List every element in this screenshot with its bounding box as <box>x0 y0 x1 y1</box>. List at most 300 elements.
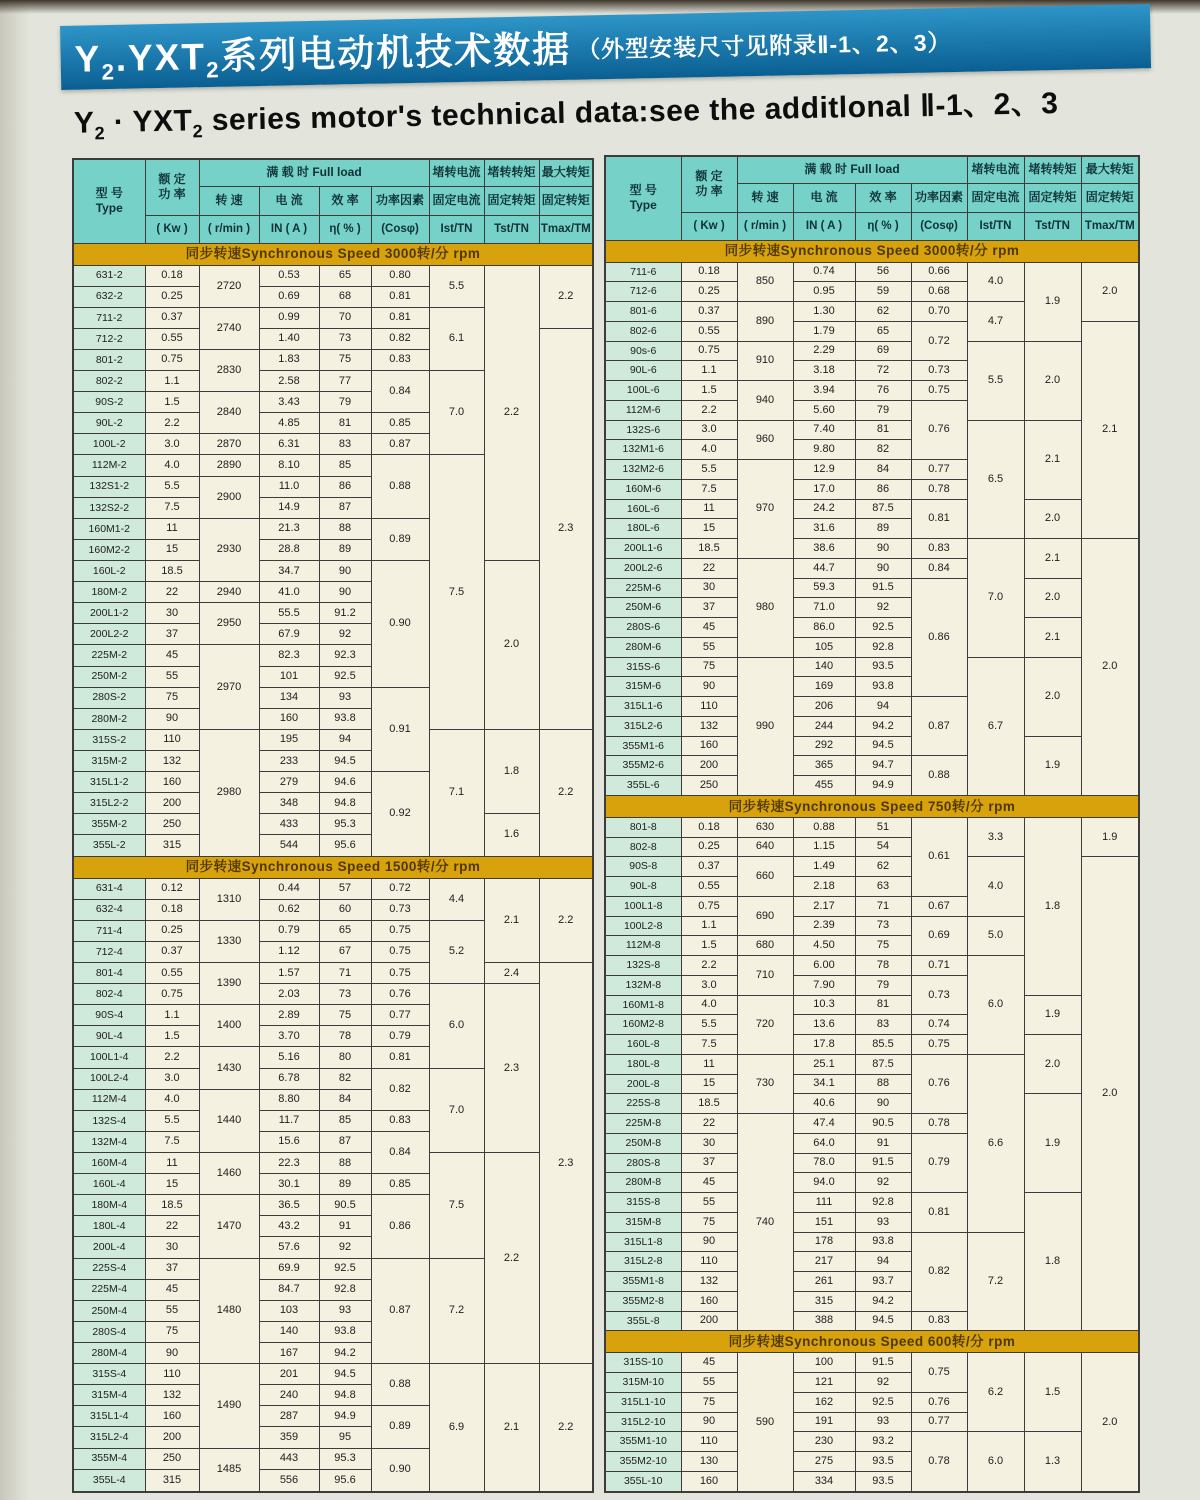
value-cell: 0.75 <box>371 941 429 962</box>
model-cell: 160L-4 <box>73 1174 145 1195</box>
model-cell: 100L1-8 <box>605 896 681 916</box>
value-cell: 101 <box>259 666 319 687</box>
value-cell: 45 <box>681 618 737 638</box>
value-cell: 0.55 <box>681 321 737 341</box>
value-cell: 0.87 <box>371 1258 429 1364</box>
value-cell: 3.18 <box>793 361 855 381</box>
value-cell: 0.53 <box>259 265 319 286</box>
value-cell: 76 <box>855 381 911 401</box>
value-cell: 6.0 <box>429 984 484 1068</box>
value-cell: 217 <box>793 1252 855 1272</box>
value-cell: 5.5 <box>681 460 737 480</box>
value-cell: 315 <box>145 835 199 856</box>
value-cell: 4.7 <box>967 302 1024 342</box>
col-unit: Tst/TN <box>484 215 539 243</box>
value-cell: 0.83 <box>911 539 967 559</box>
value-cell: 160 <box>681 1291 737 1311</box>
value-cell: 81 <box>855 995 911 1015</box>
model-cell: 315L2-8 <box>605 1252 681 1272</box>
value-cell: 4.0 <box>967 857 1024 916</box>
value-cell: 69.9 <box>259 1258 319 1279</box>
value-cell: 160 <box>145 772 199 793</box>
model-cell: 100L2-4 <box>73 1068 145 1089</box>
value-cell: 94.0 <box>793 1173 855 1193</box>
value-cell: 4.50 <box>793 936 855 956</box>
value-cell: 160 <box>681 1471 737 1492</box>
value-cell: 132 <box>681 716 737 736</box>
value-cell: 240 <box>259 1385 319 1406</box>
value-cell: 2.2 <box>145 1047 199 1068</box>
value-cell: 0.37 <box>681 857 737 877</box>
value-cell: 0.71 <box>911 956 967 976</box>
value-cell: 2.0 <box>1081 1353 1139 1492</box>
value-cell: 92.5 <box>855 618 911 638</box>
value-cell: 1400 <box>199 1005 259 1047</box>
value-cell: 94.9 <box>855 776 911 796</box>
value-cell: 36.5 <box>259 1195 319 1216</box>
value-cell: 11 <box>681 1054 737 1074</box>
model-cell: 90S-4 <box>73 1005 145 1026</box>
value-cell: 45 <box>145 1279 199 1300</box>
value-cell: 22 <box>681 1114 737 1134</box>
model-cell: 200L-4 <box>73 1237 145 1258</box>
value-cell: 110 <box>681 697 737 717</box>
value-cell: 1.9 <box>1024 1094 1081 1193</box>
value-cell: 233 <box>259 751 319 772</box>
table-row <box>73 561 593 582</box>
value-cell: 60 <box>319 899 371 920</box>
model-cell: 802-6 <box>605 321 681 341</box>
value-cell: 2.1 <box>1024 539 1081 579</box>
value-cell: 1.8 <box>1024 817 1081 995</box>
value-cell: 890 <box>737 302 793 342</box>
value-cell: 56 <box>855 262 911 282</box>
table-row <box>73 729 593 750</box>
value-cell: 89 <box>319 1174 371 1195</box>
value-cell: 160 <box>681 736 737 756</box>
value-cell: 75 <box>145 687 199 708</box>
value-cell: 2.29 <box>793 341 855 361</box>
value-cell: 24.2 <box>793 499 855 519</box>
value-cell: 0.76 <box>911 400 967 459</box>
value-cell: 1430 <box>199 1047 259 1089</box>
value-cell: 2.1 <box>484 878 539 962</box>
value-cell: 690 <box>737 896 793 936</box>
value-cell: 0.62 <box>259 899 319 920</box>
value-cell: 93.8 <box>319 708 371 729</box>
value-cell: 37 <box>681 598 737 618</box>
value-cell: 2900 <box>199 476 259 518</box>
value-cell: 5.5 <box>681 1015 737 1035</box>
col-header-full-load: 满 载 时 Full load <box>199 159 429 186</box>
table-row <box>605 262 1139 282</box>
value-cell: 0.18 <box>145 899 199 920</box>
model-cell: 802-4 <box>73 984 145 1005</box>
value-cell: 80 <box>319 1047 371 1068</box>
value-cell: 95.6 <box>319 835 371 856</box>
value-cell: 3.3 <box>967 817 1024 857</box>
model-cell: 225M-2 <box>73 645 145 666</box>
value-cell: 90 <box>855 1094 911 1114</box>
model-cell: 280S-8 <box>605 1153 681 1173</box>
value-cell: 1.5 <box>1024 1353 1081 1432</box>
value-cell: 2.2 <box>484 1152 539 1363</box>
value-cell: 7.5 <box>145 1131 199 1152</box>
value-cell: 30.1 <box>259 1174 319 1195</box>
value-cell: 93 <box>855 1212 911 1232</box>
value-cell: 0.78 <box>911 1114 967 1134</box>
model-cell: 315S-4 <box>73 1364 145 1385</box>
table-row <box>73 878 593 899</box>
value-cell: 6.6 <box>967 1054 1024 1232</box>
value-cell: 8.80 <box>259 1089 319 1110</box>
value-cell: 315 <box>145 1469 199 1492</box>
col-subheader: 固定转矩 <box>1024 183 1081 212</box>
col-header-rated-power: 额 定 功 率 <box>681 156 737 212</box>
value-cell: 3.94 <box>793 381 855 401</box>
value-cell: 195 <box>259 729 319 750</box>
value-cell: 7.0 <box>429 1068 484 1152</box>
value-cell: 7.5 <box>145 497 199 518</box>
value-cell: 111 <box>793 1193 855 1213</box>
model-cell: 250M-2 <box>73 666 145 687</box>
value-cell: 0.68 <box>911 282 967 302</box>
model-cell: 200L1-2 <box>73 603 145 624</box>
value-cell: 6.1 <box>429 307 484 370</box>
value-cell: 90 <box>681 1412 737 1432</box>
table-row <box>73 265 593 286</box>
value-cell: 57 <box>319 878 371 899</box>
value-cell: 30 <box>145 603 199 624</box>
value-cell: 1.5 <box>681 381 737 401</box>
value-cell: 2.1 <box>1024 420 1081 499</box>
value-cell: 79 <box>319 392 371 413</box>
value-cell: 40.6 <box>793 1094 855 1114</box>
value-cell: 0.18 <box>681 262 737 282</box>
title-banner <box>60 4 1151 90</box>
col-unit: ( Kw ) <box>681 212 737 240</box>
value-cell: 0.73 <box>911 361 967 381</box>
value-cell: 680 <box>737 936 793 956</box>
model-cell: 200L-8 <box>605 1074 681 1094</box>
model-cell: 225M-8 <box>605 1114 681 1134</box>
value-cell: 94.5 <box>855 1311 911 1331</box>
section-header: 同步转速Synchronous Speed 1500转/分 rpm <box>73 856 593 878</box>
value-cell: 2.2 <box>539 265 593 328</box>
value-cell: 18.5 <box>681 539 737 559</box>
value-cell: 2.2 <box>539 729 593 856</box>
value-cell: 1485 <box>199 1448 259 1492</box>
model-cell: 200L2-6 <box>605 558 681 578</box>
value-cell: 93.5 <box>855 1452 911 1472</box>
col-subheader: 功率因素 <box>371 186 429 215</box>
value-cell: 2.2 <box>539 878 593 962</box>
value-cell: 0.82 <box>371 328 429 349</box>
value-cell: 93.5 <box>855 657 911 677</box>
value-cell: 92 <box>319 624 371 645</box>
value-cell: 87 <box>319 497 371 518</box>
value-cell: 315 <box>793 1291 855 1311</box>
col-header-ratio: 堵转转矩 <box>1024 156 1081 183</box>
value-cell: 90.5 <box>319 1195 371 1216</box>
value-cell: 17.0 <box>793 479 855 499</box>
col-subheader: 固定电流 <box>967 183 1024 212</box>
value-cell: 244 <box>793 716 855 736</box>
value-cell: 83 <box>855 1015 911 1035</box>
value-cell: 110 <box>681 1252 737 1272</box>
value-cell: 1.40 <box>259 328 319 349</box>
col-unit: Tmax/TM <box>1081 212 1139 240</box>
col-subheader: 转 速 <box>737 183 793 212</box>
value-cell: 2950 <box>199 603 259 645</box>
value-cell: 55 <box>681 637 737 657</box>
value-cell: 2.2 <box>681 400 737 420</box>
col-unit: η( % ) <box>855 212 911 240</box>
model-cell: 90S-2 <box>73 392 145 413</box>
value-cell: 2.1 <box>1081 321 1139 538</box>
value-cell: 0.75 <box>145 349 199 370</box>
value-cell: 0.61 <box>911 817 967 896</box>
value-cell: 0.76 <box>371 984 429 1005</box>
value-cell: 82 <box>855 440 911 460</box>
model-cell: 200L2-2 <box>73 624 145 645</box>
value-cell: 1.12 <box>259 941 319 962</box>
model-cell: 90S-8 <box>605 857 681 877</box>
value-cell: 201 <box>259 1364 319 1385</box>
value-cell: 200 <box>145 1427 199 1448</box>
value-cell: 0.75 <box>371 963 429 984</box>
model-cell: 355M2-10 <box>605 1452 681 1472</box>
value-cell: 0.77 <box>911 1412 967 1432</box>
model-cell: 632-4 <box>73 899 145 920</box>
value-cell: 292 <box>793 736 855 756</box>
model-cell: 225M-6 <box>605 578 681 598</box>
value-cell: 160 <box>145 1406 199 1427</box>
col-unit: Ist/TN <box>429 215 484 243</box>
value-cell: 81 <box>319 413 371 434</box>
value-cell: 169 <box>793 677 855 697</box>
value-cell: 0.85 <box>371 413 429 434</box>
value-cell: 65 <box>855 321 911 341</box>
value-cell: 0.72 <box>911 321 967 361</box>
value-cell: 0.25 <box>681 282 737 302</box>
table-row <box>73 814 593 835</box>
value-cell: 0.83 <box>371 1110 429 1131</box>
value-cell: 94.5 <box>855 736 911 756</box>
value-cell: 55 <box>681 1193 737 1213</box>
value-cell: 63 <box>855 877 911 897</box>
model-cell: 280S-4 <box>73 1321 145 1342</box>
model-cell: 90L-4 <box>73 1026 145 1047</box>
value-cell: 2.0 <box>1081 857 1139 1331</box>
model-cell: 355M2-8 <box>605 1291 681 1311</box>
value-cell: 0.74 <box>793 262 855 282</box>
value-cell: 0.92 <box>371 772 429 856</box>
model-cell: 90L-2 <box>73 413 145 434</box>
value-cell: 250 <box>681 776 737 796</box>
value-cell: 88 <box>319 1152 371 1173</box>
value-cell: 44.7 <box>793 558 855 578</box>
value-cell: 0.72 <box>371 878 429 899</box>
value-cell: 5.5 <box>145 1110 199 1131</box>
value-cell: 730 <box>737 1054 793 1113</box>
col-subheader: 电 流 <box>793 183 855 212</box>
table-row <box>605 1193 1139 1213</box>
value-cell: 82 <box>319 1068 371 1089</box>
value-cell: 5.5 <box>145 476 199 497</box>
value-cell: 6.00 <box>793 956 855 976</box>
value-cell: 0.90 <box>371 1448 429 1492</box>
value-cell: 81 <box>855 420 911 440</box>
value-cell: 7.5 <box>681 479 737 499</box>
value-cell: 85 <box>319 1110 371 1131</box>
model-cell: 112M-6 <box>605 400 681 420</box>
value-cell: 92.5 <box>855 1392 911 1412</box>
model-cell: 315M-8 <box>605 1212 681 1232</box>
value-cell: 1.9 <box>1024 262 1081 341</box>
value-cell: 94.6 <box>319 772 371 793</box>
model-cell: 132M-8 <box>605 975 681 995</box>
model-cell: 355M-2 <box>73 814 145 835</box>
value-cell: 6.0 <box>967 956 1024 1055</box>
value-cell: 45 <box>681 1353 737 1373</box>
value-cell: 0.91 <box>371 687 429 771</box>
value-cell: 134 <box>259 687 319 708</box>
value-cell: 0.69 <box>911 916 967 956</box>
value-cell: 75 <box>681 1392 737 1412</box>
model-cell: 225S-4 <box>73 1258 145 1279</box>
value-cell: 92.5 <box>319 666 371 687</box>
model-cell: 315M-6 <box>605 677 681 697</box>
value-cell: 1.8 <box>1024 1193 1081 1331</box>
model-cell: 315M-2 <box>73 751 145 772</box>
value-cell: 1.3 <box>1024 1432 1081 1492</box>
value-cell: 90.5 <box>855 1114 911 1134</box>
value-cell: 3.0 <box>145 434 199 455</box>
model-cell: 90L-8 <box>605 877 681 897</box>
col-header-ratio: 堵转电流 <box>967 156 1024 183</box>
value-cell: 2970 <box>199 645 259 729</box>
value-cell: 65 <box>319 920 371 941</box>
value-cell: 55 <box>145 666 199 687</box>
value-cell: 0.89 <box>371 518 429 560</box>
value-cell: 910 <box>737 341 793 381</box>
value-cell: 1470 <box>199 1195 259 1258</box>
value-cell: 2.0 <box>1024 1035 1081 1094</box>
table-row <box>605 1035 1139 1055</box>
value-cell: 0.25 <box>681 837 737 857</box>
value-cell: 71 <box>855 896 911 916</box>
value-cell: 7.0 <box>429 371 484 455</box>
value-cell: 25.1 <box>793 1054 855 1074</box>
model-cell: 355M1-6 <box>605 736 681 756</box>
value-cell: 22 <box>145 1216 199 1237</box>
value-cell: 92.8 <box>855 637 911 657</box>
value-cell: 93.8 <box>319 1321 371 1342</box>
value-cell: 38.6 <box>793 539 855 559</box>
model-cell: 280M-8 <box>605 1173 681 1193</box>
table-row <box>605 657 1139 677</box>
value-cell: 0.83 <box>911 1311 967 1331</box>
value-cell: 0.81 <box>911 499 967 539</box>
value-cell: 167 <box>259 1342 319 1363</box>
col-subheader: 效 率 <box>319 186 371 215</box>
model-cell: 355M2-6 <box>605 756 681 776</box>
value-cell: 71 <box>319 963 371 984</box>
value-cell: 90 <box>855 539 911 559</box>
value-cell: 72 <box>855 361 911 381</box>
value-cell: 4.0 <box>145 455 199 476</box>
value-cell: 0.81 <box>371 307 429 328</box>
value-cell: 13.6 <box>793 1015 855 1035</box>
value-cell: 75 <box>145 1321 199 1342</box>
model-cell: 280M-6 <box>605 637 681 657</box>
model-cell: 100L-2 <box>73 434 145 455</box>
value-cell: 17.8 <box>793 1035 855 1055</box>
value-cell: 94 <box>319 729 371 750</box>
table-row <box>605 341 1139 361</box>
value-cell: 87.5 <box>855 1054 911 1074</box>
value-cell: 45 <box>145 645 199 666</box>
value-cell: 95.6 <box>319 1469 371 1492</box>
value-cell: 0.37 <box>681 302 737 322</box>
value-cell: 1.79 <box>793 321 855 341</box>
value-cell: 640 <box>737 837 793 857</box>
value-cell: 2.39 <box>793 916 855 936</box>
model-cell: 355L-8 <box>605 1311 681 1331</box>
model-cell: 160L-8 <box>605 1035 681 1055</box>
col-subheader: 固定转矩 <box>539 186 593 215</box>
value-cell: 0.37 <box>145 941 199 962</box>
value-cell: 1.57 <box>259 963 319 984</box>
value-cell: 28.8 <box>259 539 319 560</box>
value-cell: 84.7 <box>259 1279 319 1300</box>
value-cell: 51 <box>855 817 911 837</box>
value-cell: 250 <box>145 1448 199 1469</box>
value-cell: 0.18 <box>145 265 199 286</box>
value-cell: 960 <box>737 420 793 460</box>
model-cell: 160M-6 <box>605 479 681 499</box>
value-cell: 2.03 <box>259 984 319 1005</box>
value-cell: 92 <box>855 1173 911 1193</box>
value-cell: 75 <box>855 936 911 956</box>
value-cell: 88 <box>319 518 371 539</box>
value-cell: 0.81 <box>911 1193 967 1233</box>
value-cell: 1390 <box>199 963 259 1005</box>
value-cell: 710 <box>737 956 793 996</box>
value-cell: 0.87 <box>371 434 429 455</box>
page-header <box>60 4 1152 145</box>
value-cell: 94.7 <box>855 756 911 776</box>
model-cell: 315L1-4 <box>73 1406 145 1427</box>
value-cell: 54 <box>855 837 911 857</box>
value-cell: 1.5 <box>681 936 737 956</box>
model-cell: 112M-4 <box>73 1089 145 1110</box>
value-cell: 11 <box>145 518 199 539</box>
value-cell: 9.80 <box>793 440 855 460</box>
model-cell: 200L1-6 <box>605 539 681 559</box>
value-cell: 11 <box>681 499 737 519</box>
value-cell: 275 <box>793 1452 855 1472</box>
model-cell: 100L-6 <box>605 381 681 401</box>
col-unit: ( r/min ) <box>199 215 259 243</box>
table-row <box>605 1094 1139 1114</box>
value-cell: 1.6 <box>484 814 539 856</box>
value-cell: 121 <box>793 1373 855 1393</box>
col-unit: IN ( A ) <box>259 215 319 243</box>
value-cell: 15 <box>681 519 737 539</box>
value-cell: 0.67 <box>911 896 967 916</box>
